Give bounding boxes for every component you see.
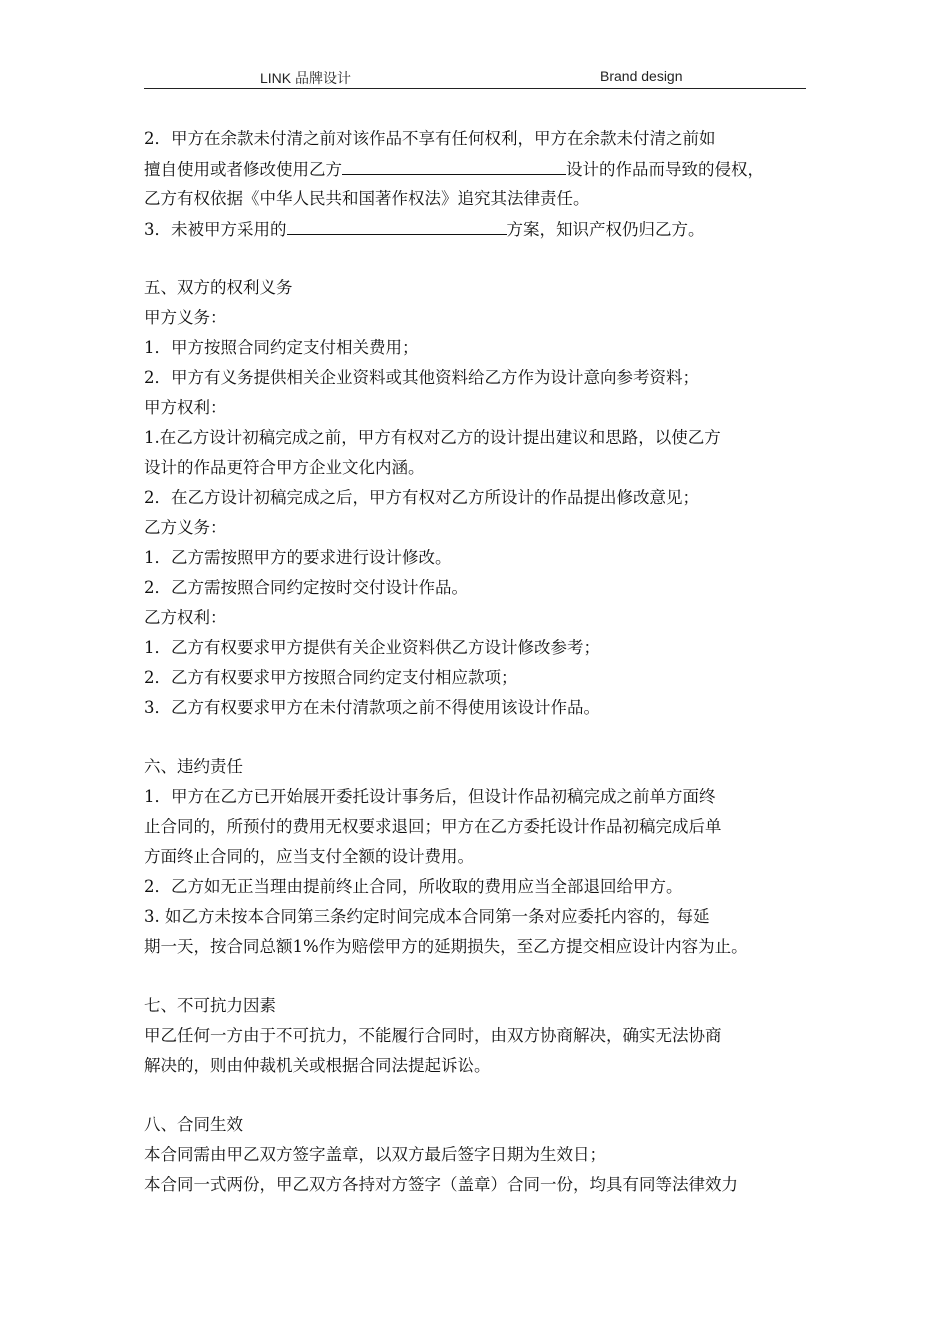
section-title: 五、双方的权利义务 xyxy=(144,278,293,297)
list-item: 1．甲方按照合同约定支付相关费用； xyxy=(144,338,419,357)
list-item: 1．乙方需按照甲方的要求进行设计修改。 xyxy=(144,548,452,567)
list-item: 设计的作品更符合甲方企业文化内涵。 xyxy=(144,458,425,477)
section-breach-liability xyxy=(144,752,812,962)
section-force-majeure xyxy=(144,991,812,1081)
list-item: 1．甲方在乙方已开始展开委托设计事务后，但设计作品初稿完成之前单方面终 xyxy=(144,787,716,806)
clause-text: 方案，知识产权仍归乙方。 xyxy=(506,220,705,239)
list-item: 止合同的，所预付的费用无权要求退回；甲方在乙方委托设计作品初稿完成后单 xyxy=(144,817,722,836)
fill-in-blank[interactable] xyxy=(287,214,507,235)
paragraph-line: 本合同需由甲乙双方签字盖章，以双方最后签字日期为生效日； xyxy=(144,1145,606,1164)
clause-line xyxy=(144,154,812,184)
clause-text: 擅自使用或者修改使用乙方 xyxy=(144,160,342,179)
section-title: 七、不可抗力因素 xyxy=(144,996,276,1015)
section-title: 八、合同生效 xyxy=(144,1115,243,1134)
clause-text: 设计的作品而导致的侵权， xyxy=(566,160,764,179)
section-contract-effective xyxy=(144,1110,812,1200)
section-title: 六、违约责任 xyxy=(144,757,243,776)
clause-line: 乙方有权依据《中华人民共和国著作权法》追究其法律责任。 xyxy=(144,189,590,208)
paragraph-gap xyxy=(144,962,812,991)
list-item: 2．在乙方设计初稿完成之后，甲方有权对乙方所设计的作品提出修改意见； xyxy=(144,488,699,507)
clause-text: 3．未被甲方采用的 xyxy=(144,220,287,239)
paragraph-line: 甲乙任何一方由于不可抗力，不能履行合同时，由双方协商解决，确实无法协商 xyxy=(144,1026,722,1045)
paragraph-line: 解决的，则由仲裁机关或根据合同法提起诉讼。 xyxy=(144,1056,491,1075)
clause-ip-continued xyxy=(144,124,812,244)
clause-line: 2．甲方在余款未付清之前对该作品不享有任何权利，甲方在余款未付清之前如 xyxy=(144,129,716,148)
paragraph-gap xyxy=(144,1081,812,1110)
header-brand-cn: LINK 品牌设计 xyxy=(260,70,352,86)
list-item: 2．乙方有权要求甲方按照合同约定支付相应款项； xyxy=(144,668,518,687)
clause-line xyxy=(144,214,812,244)
list-item: 2．乙方如无正当理由提前终止合同，所收取的费用应当全部退回给甲方。 xyxy=(144,877,683,896)
subsection-title: 乙方义务： xyxy=(144,518,227,537)
list-item: 1.在乙方设计初稿完成之前，甲方有权对乙方的设计提出建议和思路，以使乙方 xyxy=(144,428,721,447)
document-body xyxy=(144,124,812,1200)
list-item: 3. 如乙方未按本合同第三条约定时间完成本合同第一条对应委托内容的，每延 xyxy=(144,907,710,926)
page-header xyxy=(144,66,806,89)
paragraph-line: 本合同一式两份，甲乙双方各持对方签字（盖章）合同一份，均具有同等法律效力 xyxy=(144,1175,738,1194)
list-item: 2．乙方需按照合同约定按时交付设计作品。 xyxy=(144,578,468,597)
list-item: 1．乙方有权要求甲方提供有关企业资料供乙方设计修改参考； xyxy=(144,638,600,657)
list-item: 期一天，按合同总额1%作为赔偿甲方的延期损失，至乙方提交相应设计内容为止。 xyxy=(144,937,748,956)
paragraph-gap xyxy=(144,723,812,752)
section-rights-obligations xyxy=(144,273,812,723)
paragraph-gap xyxy=(144,244,812,273)
fill-in-blank[interactable] xyxy=(342,154,566,175)
list-item: 2．甲方有义务提供相关企业资料或其他资料给乙方作为设计意向参考资料； xyxy=(144,368,699,387)
subsection-title: 甲方权利： xyxy=(144,398,227,417)
header-brand-en: Brand design xyxy=(600,68,683,84)
subsection-title: 甲方义务： xyxy=(144,308,227,327)
subsection-title: 乙方权利： xyxy=(144,608,227,627)
list-item: 方面终止合同的，应当支付全额的设计费用。 xyxy=(144,847,474,866)
list-item: 3．乙方有权要求甲方在未付清款项之前不得使用该设计作品。 xyxy=(144,698,600,717)
